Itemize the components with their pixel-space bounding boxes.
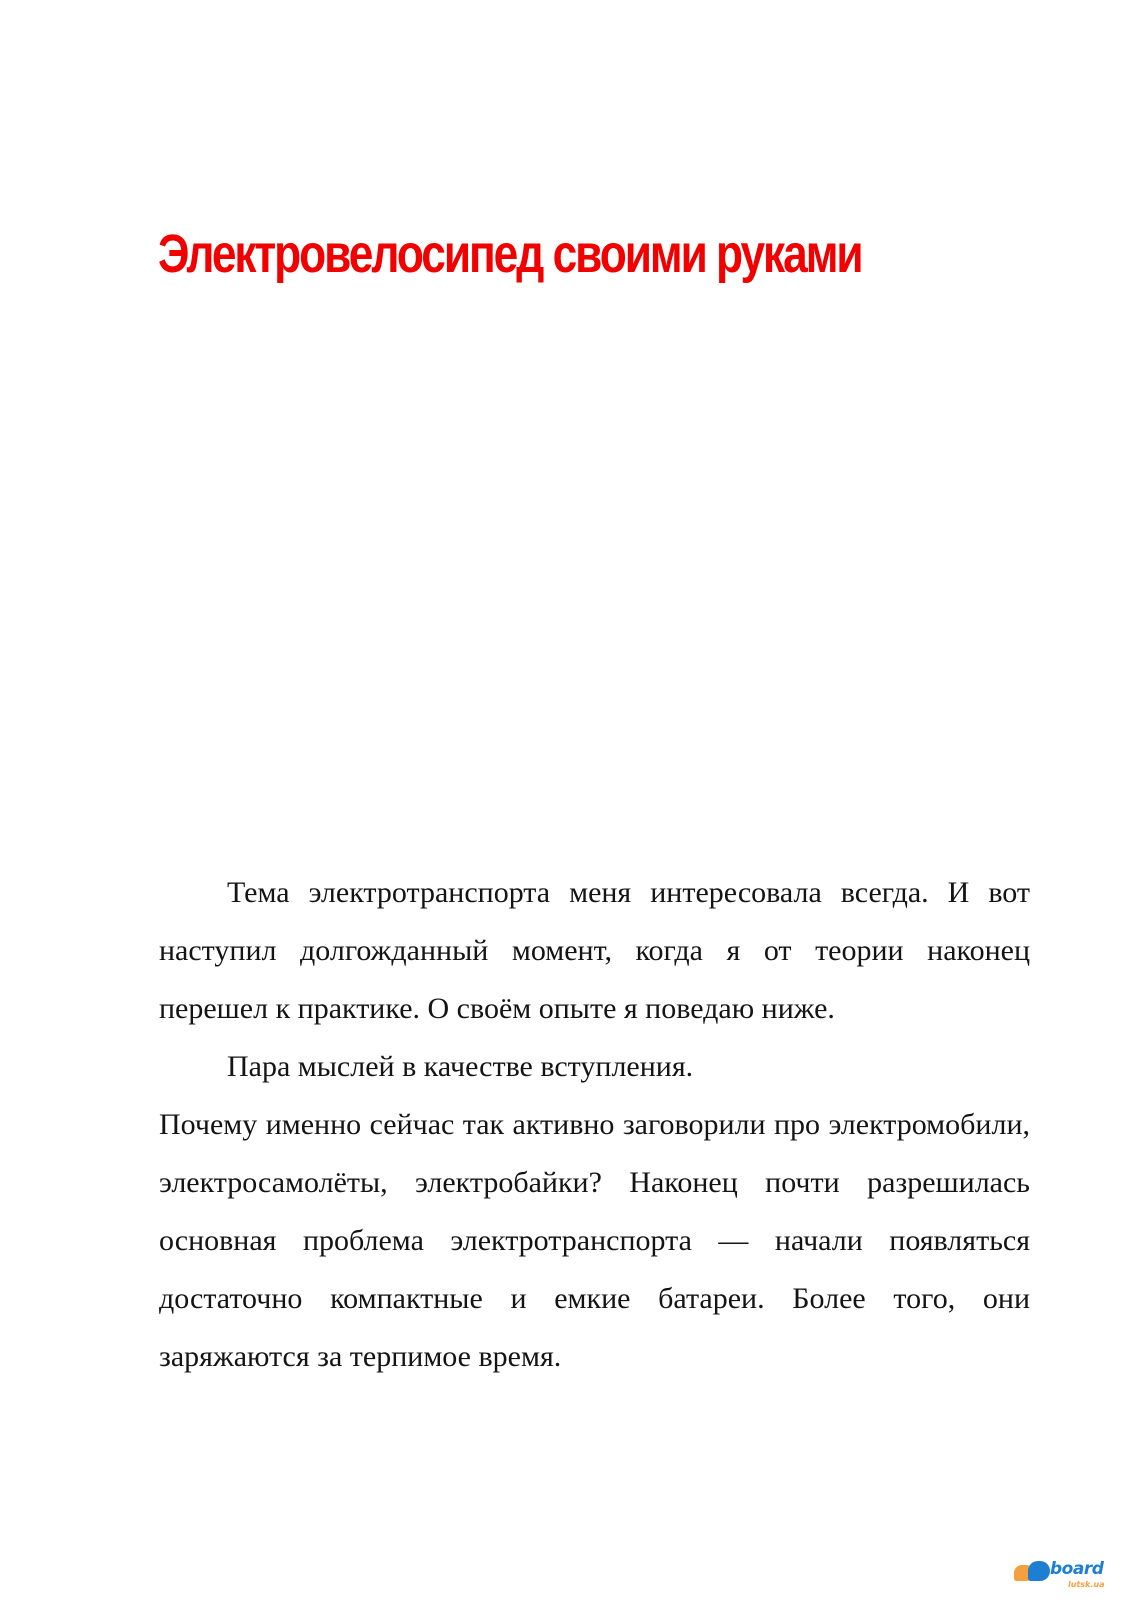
logo-brand-text: board: [1050, 1559, 1104, 1579]
paragraph: Тема электротранспорта меня интересовала всегда. И вот наступил долгожданный момент, когда я от теории наконец перешел к практике. О своём опыте я поведаю ниже.: [159, 876, 1030, 1025]
document-body: [159, 864, 1030, 1386]
paragraph: Пара мыслей в качестве вступления.: [227, 1050, 694, 1083]
document-title: Электровелосипед своими руками: [158, 224, 862, 284]
speech-bubble-icon: [1028, 1561, 1050, 1581]
logo-domain-text: lutsk.ua: [1068, 1580, 1105, 1589]
paragraph: Почему именно сейчас так активно заговорили про электромобили, электросамолёты, электробайки? Наконец почти разрешилась основная проблема электротранспорта — начали появляться достаточно компактные и емкие батареи. Более того, они заряжаются за терпимое время.: [159, 1108, 1030, 1373]
watermark-logo: [1014, 1558, 1126, 1594]
